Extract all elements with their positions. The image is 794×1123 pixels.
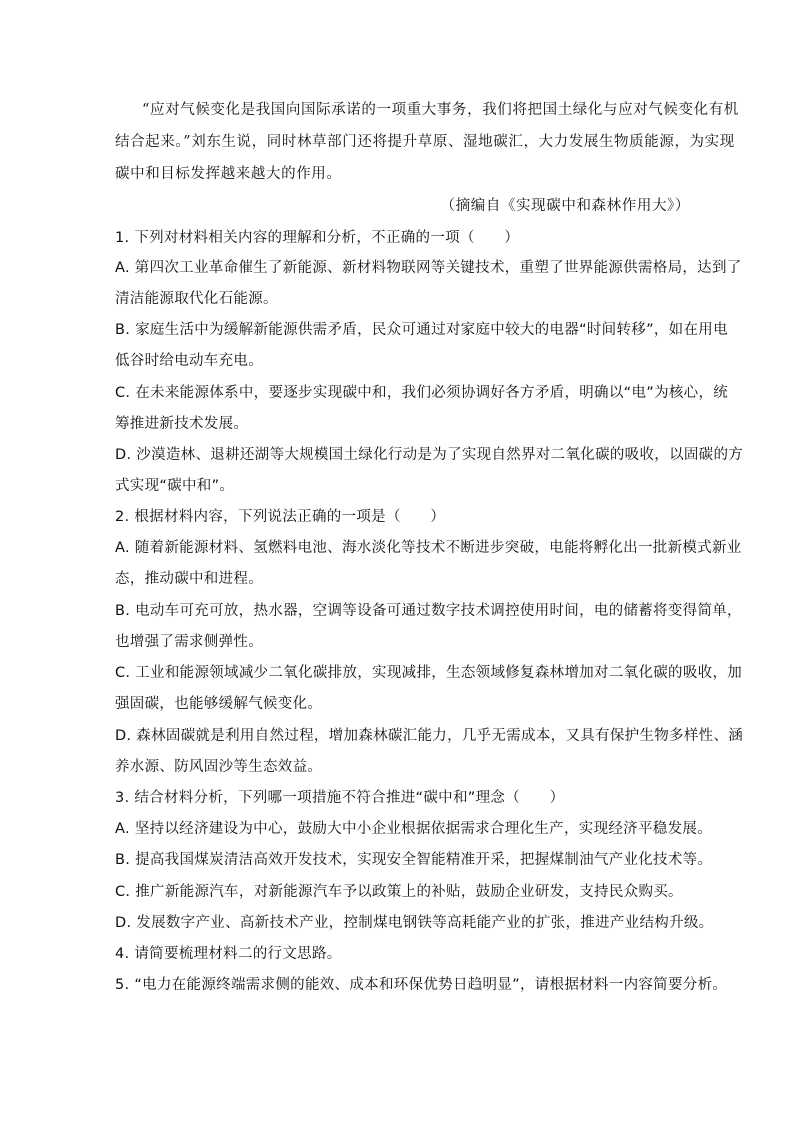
passage-source: （摘编自《实现碳中和森林作用大》） (440, 198, 690, 214)
option-line: 低谷时给电动车充电。 (115, 353, 263, 369)
option-line: B. 提高我国煤炭清洁高效开发技术，实现安全智能精准开采，把握煤制油气产业化技术等。 (115, 852, 713, 868)
option-line: B. 家庭生活中为缓解新能源供需矛盾，民众可通过对家庭中较大的电器“时间转移”，如在用电 (115, 322, 728, 338)
option-line: 也增强了需求侧弹性。 (115, 634, 263, 650)
passage-line: 结合起来。”刘东生说，同时林草部门还将提升草原、湿地碳汇，大力发展生物质能源，为实现 (115, 134, 735, 150)
passage-line: 碳中和目标发挥越来越大的作用。 (115, 166, 342, 182)
option-line: C. 工业和能源领域减少二氧化碳排放，实现减排，生态领域修复森林增加对二氧化碳的吸收，加 (115, 665, 743, 681)
option-line: D. 森林固碳就是利用自然过程，增加森林碳汇能力，几乎无需成本，又具有保护生物多样性、涵 (115, 728, 744, 744)
option-line: 态，推动碳中和进程。 (115, 571, 263, 587)
option-line: A. 随着新能源材料、氢燃料电池、海水淡化等技术不断进步突破，电能将孵化出一批新模式新业 (115, 540, 742, 556)
option-line: 式实现“碳中和”。 (115, 478, 235, 494)
option-line: D. 沙漠造林、退耕还湖等大规模国土绿化行动是为了实现自然界对二氧化碳的吸收，以固碳的方 (115, 447, 744, 463)
option-line: 清洁能源取代化石能源。 (115, 291, 278, 307)
question-stem: 5. “电力在能源终端需求侧的能效、成本和环保优势日趋明显”，请根据材料一内容简要分析。 (115, 977, 728, 993)
option-line: C. 推广新能源汽车，对新能源汽车予以政策上的补贴，鼓励企业研发，支持民众购买。 (115, 884, 683, 900)
passage-line: “应对气候变化是我国向国际承诺的一项重大事务，我们将把国土绿化与应对气候变化有机 (142, 102, 739, 118)
option-line: 养水源、防风固沙等生态效益。 (115, 759, 323, 775)
option-line: A. 坚持以经济建设为中心，鼓励大中小企业根据依据需求合理化生产，实现经济平稳发展。 (115, 821, 712, 837)
option-line: A. 第四次工业革命催生了新能源、新材料物联网等关键技术，重塑了世界能源供需格局，达到了 (115, 260, 742, 276)
question-stem: 1. 下列对材料相关内容的理解和分析，不正确的一项（ ） (115, 230, 520, 246)
option-line: B. 电动车可充可放，热水器，空调等设备可通过数字技术调控使用时间，电的储蓄将变得简单， (115, 603, 742, 619)
question-stem: 3. 结合材料分析，下列哪一项措施不符合推进“碳中和”理念（ ） (115, 790, 565, 806)
option-line: 筹推进新技术发展。 (115, 416, 249, 432)
option-line: C. 在未来能源体系中，要逐步实现碳中和，我们必须协调好各方矛盾，明确以“电”为核心，统 (115, 385, 729, 401)
question-stem: 2. 根据材料内容，下列说法正确的一项是（ ） (115, 509, 446, 525)
question-stem: 4. 请简要梳理材料二的行文思路。 (115, 946, 342, 962)
option-line: D. 发展数字产业、高新技术产业，控制煤电钢铁等高耗能产业的扩张，推进产业结构升级。 (115, 915, 714, 931)
option-line: 强固碳，也能够缓解气候变化。 (115, 696, 323, 712)
